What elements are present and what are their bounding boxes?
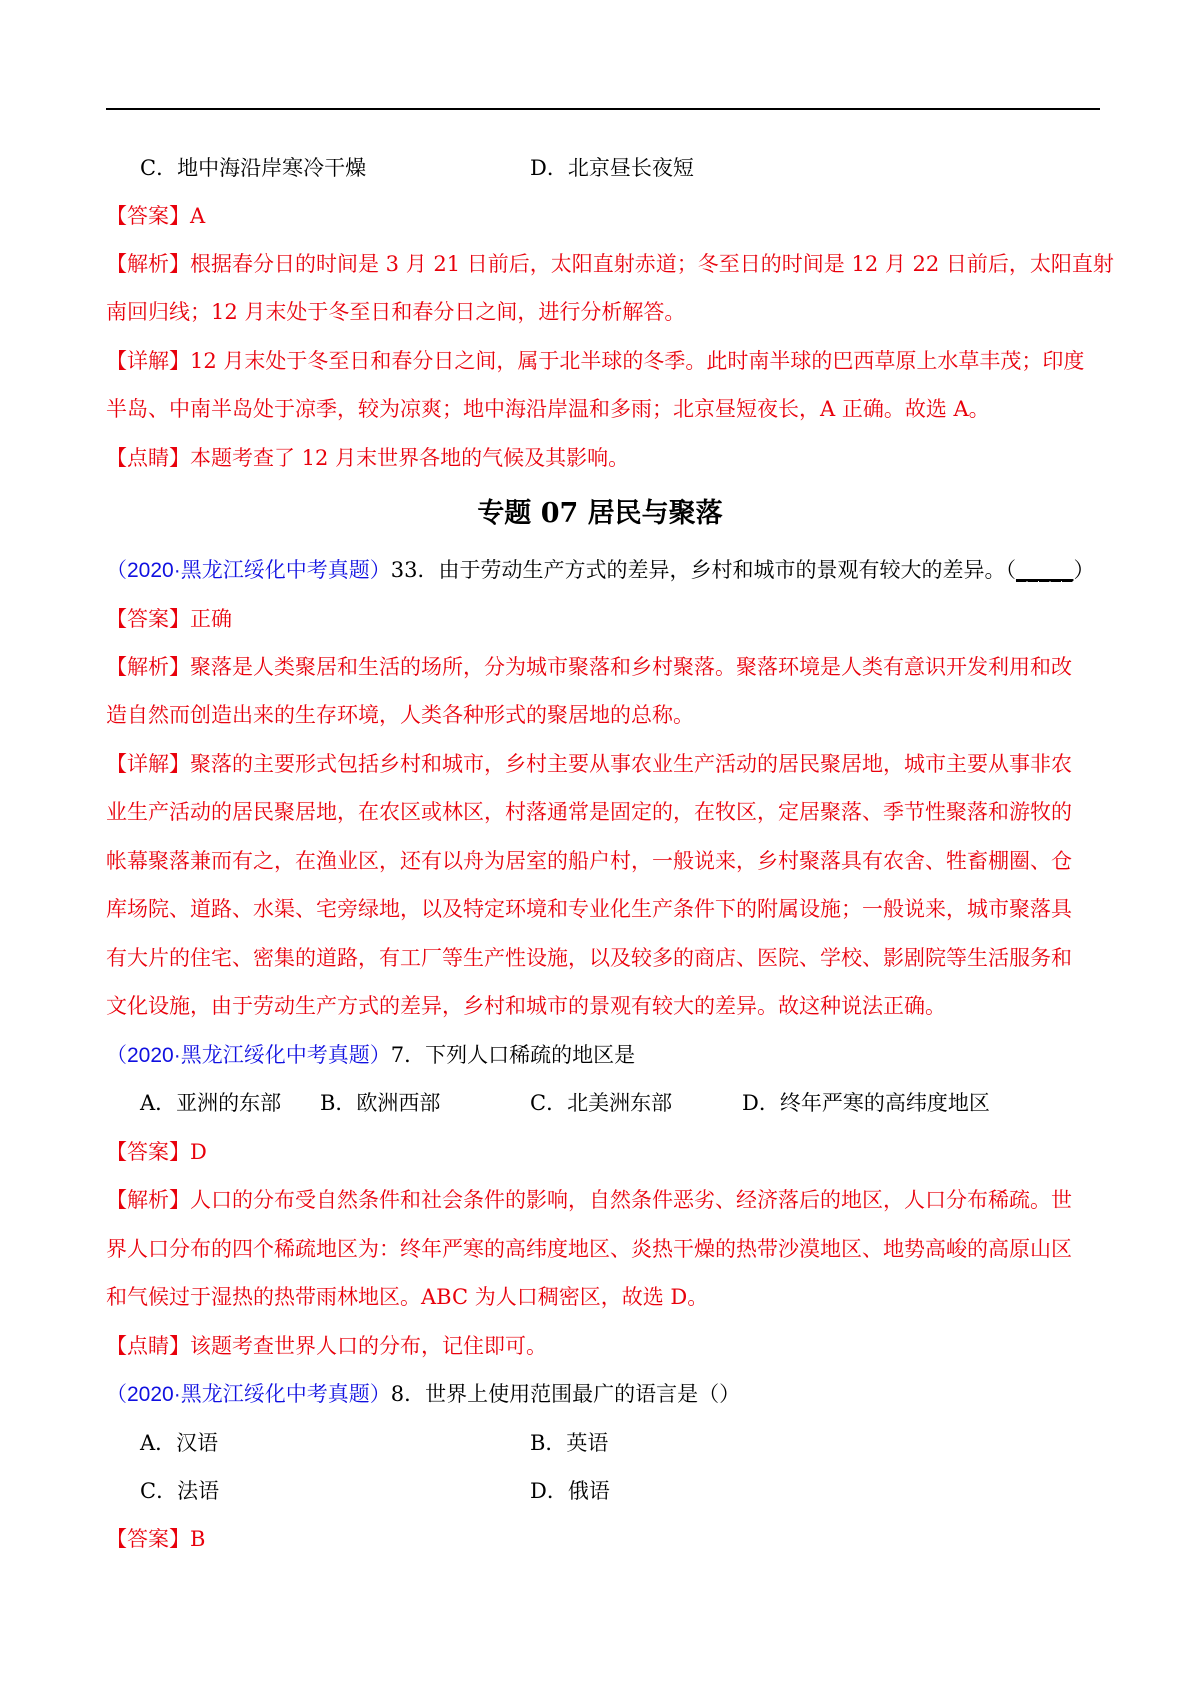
answer-blank: _____ — [1015, 557, 1074, 582]
option-b: B．英语 — [530, 1431, 609, 1455]
option-c: C．北美洲东部 — [530, 1091, 673, 1115]
detail-line-1 — [106, 346, 1100, 376]
option-c: C．地中海沿岸寒冷干燥 — [140, 156, 367, 180]
detail-line-1 — [106, 749, 1100, 779]
detail-line-3: 帐幕聚落兼而有之，在渔业区，还有以舟为居室的船户村，一般说来，乡村聚落具有农舍、牲畜棚圈、仓 — [106, 849, 1072, 873]
analysis-line-1 — [106, 249, 1114, 279]
answer-value: 正确 — [190, 607, 232, 631]
question-7 — [106, 1040, 1100, 1071]
point-text: 该题考查世界人口的分布，记住即可。 — [190, 1334, 547, 1358]
analysis-line-3: 和气候过于湿热的热带雨林地区。ABC 为人口稠密区，故选 D。 — [106, 1285, 709, 1309]
detail-line-5: 有大片的住宅、密集的道路，有工厂等生产性设施，以及较多的商店、医院、学校、影剧院等生活服务和 — [106, 946, 1072, 970]
question-33 — [106, 555, 1100, 586]
answer-value: B — [190, 1527, 206, 1551]
question-source: （2020·黑龙江绥化中考真题） — [106, 1383, 391, 1406]
detail-line-2: 半岛、中南半岛处于凉季，较为凉爽；地中海沿岸温和多雨；北京昼短夜长，A 正确。故选 A。 — [106, 397, 990, 421]
answer-line — [106, 1137, 1100, 1167]
analysis-text: 聚落是人类聚居和生活的场所，分为城市聚落和乡村聚落。聚落环境是人类有意识开发利用和改 — [190, 655, 1072, 679]
analysis-line-2: 南回归线；12 月末处于冬至日和春分日之间，进行分析解答。 — [106, 300, 686, 324]
point-tag: 【点睛】 — [106, 1334, 190, 1358]
question-close: ） — [1073, 558, 1095, 582]
analysis-text: 人口的分布受自然条件和社会条件的影响，自然条件恶劣、经济落后的地区，人口分布稀疏。世 — [190, 1188, 1072, 1212]
option-b: B．欧洲西部 — [320, 1091, 441, 1115]
analysis-tag: 【解析】 — [106, 252, 190, 276]
section-title: 专题 07 居民与聚落 — [477, 498, 723, 529]
detail-text: 12 月末处于冬至日和春分日之间，属于北半球的冬季。此时南半球的巴西草原上水草丰茂；印度 — [190, 349, 1085, 373]
point-tag: 【点睛】 — [106, 446, 190, 470]
answer-tag: 【答案】 — [106, 607, 190, 631]
question-stem: 33．由于劳动生产方式的差异，乡村和城市的景观有较大的差异。（ — [390, 558, 1016, 582]
detail-line-2: 业生产活动的居民聚居地，在农区或林区，村落通常是固定的，在牧区，定居聚落、季节性聚落和游牧的 — [106, 800, 1072, 824]
analysis-line-2: 界人口分布的四个稀疏地区为：终年严寒的高纬度地区、炎热干燥的热带沙漠地区、地势高峻的高原山区 — [106, 1237, 1072, 1261]
analysis-tag: 【解析】 — [106, 655, 190, 679]
option-d: D．北京昼长夜短 — [530, 156, 694, 180]
option-d: D．终年严寒的高纬度地区 — [742, 1091, 990, 1115]
analysis-text: 根据春分日的时间是 3 月 21 日前后，太阳直射赤道；冬至日的时间是 12 月 22 日前后，太阳直射 — [190, 252, 1114, 276]
option-a: A．亚洲的东部 — [140, 1091, 282, 1115]
detail-tag: 【详解】 — [106, 752, 190, 776]
detail-line-6: 文化设施，由于劳动生产方式的差异，乡村和城市的景观有较大的差异。故这种说法正确。 — [106, 994, 946, 1018]
option-c: C．法语 — [140, 1479, 220, 1503]
detail-tag: 【详解】 — [106, 349, 190, 373]
analysis-line-1 — [106, 1185, 1100, 1215]
question-8 — [106, 1379, 1100, 1410]
point-line — [106, 1331, 1100, 1361]
analysis-tag: 【解析】 — [106, 1188, 190, 1212]
answer-line — [106, 201, 1100, 231]
detail-line-4: 库场院、道路、水渠、宅旁绿地，以及特定环境和专业化生产条件下的附属设施；一般说来，城市聚落具 — [106, 897, 1072, 921]
question-stem: 7．下列人口稀疏的地区是 — [390, 1043, 636, 1067]
answer-line — [106, 1524, 1100, 1554]
analysis-line-1 — [106, 652, 1100, 682]
header-rule — [106, 108, 1100, 110]
detail-text: 聚落的主要形式包括乡村和城市，乡村主要从事农业生产活动的居民聚居地，城市主要从事非农 — [190, 752, 1072, 776]
answer-tag: 【答案】 — [106, 204, 190, 228]
question-stem: 8．世界上使用范围最广的语言是（） — [390, 1382, 741, 1406]
answer-value: A — [190, 204, 206, 228]
answer-value: D — [190, 1140, 207, 1164]
option-d: D．俄语 — [530, 1479, 610, 1503]
point-line — [106, 443, 1100, 473]
point-text: 本题考查了 12 月末世界各地的气候及其影响。 — [190, 446, 630, 470]
answer-line — [106, 604, 1100, 634]
question-source: （2020·黑龙江绥化中考真题） — [106, 1044, 391, 1067]
analysis-line-2: 造自然而创造出来的生存环境，人类各种形式的聚居地的总称。 — [106, 703, 694, 727]
answer-tag: 【答案】 — [106, 1527, 190, 1551]
option-a: A．汉语 — [140, 1431, 219, 1455]
answer-tag: 【答案】 — [106, 1140, 190, 1164]
question-source: （2020·黑龙江绥化中考真题） — [106, 559, 391, 582]
